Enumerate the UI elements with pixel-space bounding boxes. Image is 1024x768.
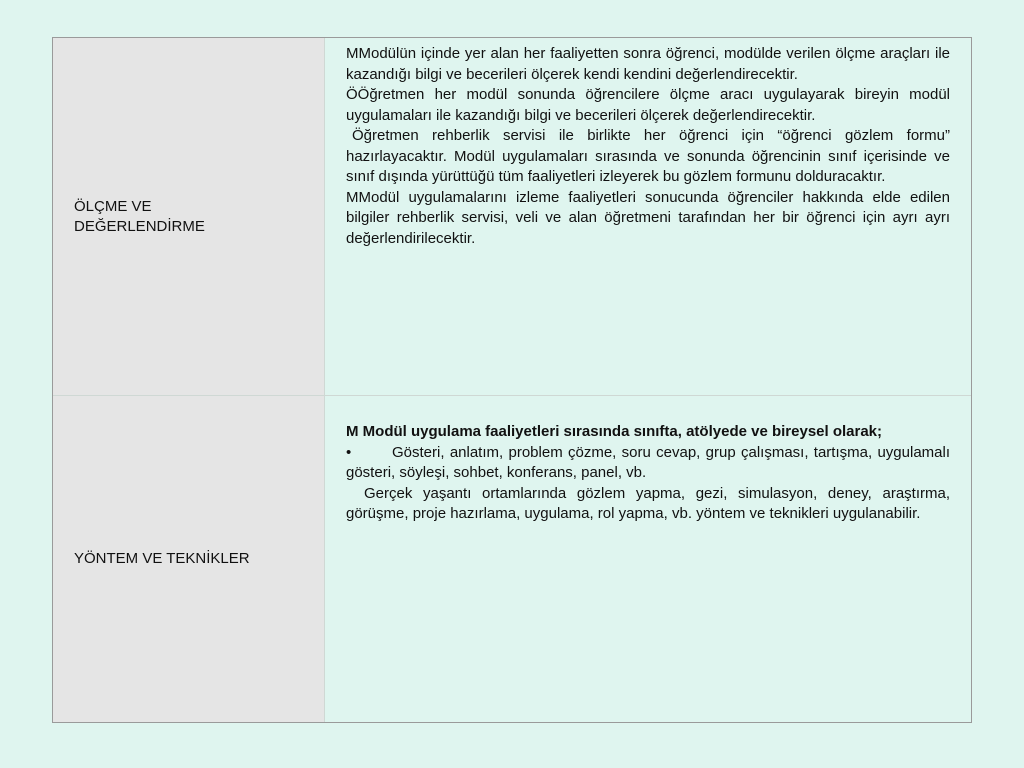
- content-table: [52, 37, 972, 723]
- paragraph: ÖÖğretmen her modül sonunda öğrencilere ölçme aracı uygulayarak bireyin modül uygulamaları ile kazandığı bilgi ve becerileri ölçerek değerlendirecektir.: [346, 86, 950, 124]
- row-label-olcme: [53, 38, 325, 396]
- bullet-icon: •: [346, 443, 352, 461]
- paragraph: MModülün içinde yer alan her faaliyetten sonra öğrenci, modülde verilen ölçme araçları ile kazandığı bilgi ve becerileri ölçerek kendi kendini değerlendirecektir.: [346, 45, 950, 83]
- bullet-item: [346, 443, 950, 484]
- row-content-yontem: [325, 396, 971, 722]
- row-label-text: YÖNTEM VE TEKNİKLER: [74, 550, 250, 567]
- row-label-line2: DEĞERLENDİRME: [74, 217, 205, 235]
- row-label-yontem: [53, 396, 325, 722]
- section-heading: M Modül uygulama faaliyetleri sırasında sınıfta, atölyede ve bireysel olarak;: [346, 423, 883, 440]
- row-label-line1: ÖLÇME VE: [74, 197, 152, 215]
- paragraph: Öğretmen rehberlik servisi ile birlikte her öğrenci için “öğrenci gözlem formu” hazırlayacaktır. Modül uygulamaları sırasında ve sonunda öğrencinin sınıf içerisinde ve sınıf dışında yürüttüğü tüm faaliyetleri izleyerek bu gözlem formunu dolduracaktır.: [346, 127, 950, 185]
- row-label-text: [74, 197, 205, 237]
- bullet-text: Gösteri, anlatım, problem çözme, soru cevap, grup çalışması, tartışma, uygulamalı gösteri, söyleşi, sohbet, konferans, panel, vb.: [346, 443, 950, 481]
- paragraph: MModül uygulamalarını izleme faaliyetleri sonucunda öğrenciler hakkında elde edilen bilgiler rehberlik servisi, veli ve alan öğretmeni tarafından her bir öğrenci için ayrı ayrı değerlendirilecektir.: [346, 188, 950, 247]
- paragraph: Gerçek yaşantı ortamlarında gözlem yapma, gezi, simulasyon, deney, araştırma, görüşme, proje hazırlama, uygulama, rol yapma, vb. yöntem ve teknikleri uygulanabilir.: [346, 484, 950, 522]
- row-content-olcme: [325, 38, 971, 396]
